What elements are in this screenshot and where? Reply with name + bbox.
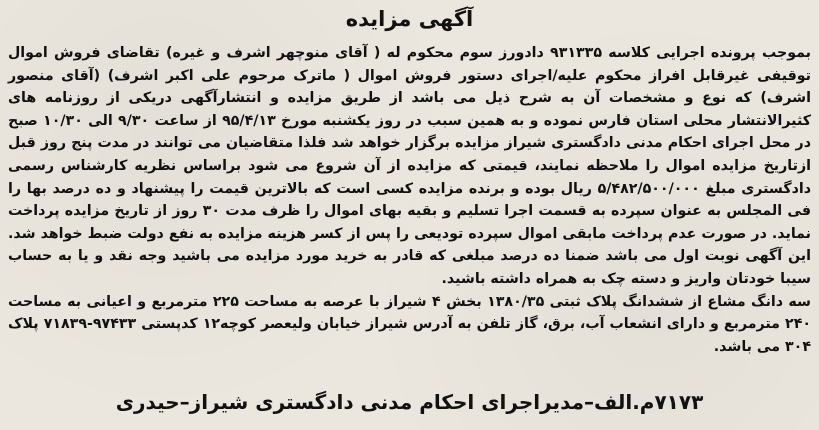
notice-paragraph-terms: بموجب پرونده اجرایی کلاسه ۹۳۱۳۳۵ دادورز سوم محکوم له ( آقای منوچهر اشرف و غیره) تقاضای فروش اموال توقیفی غیرقابل افراز محکوم علیه/اجرای دستور فروش اموال ( ماترک مرحوم علی اکبر اشرف) (آقای منصور اشرف) که نوع و مشخصات آن به شرح ذیل می باشد از طریق مزایده و انتشارآگهی دریکی از روزنامه های کثیرالانتشار محلی استان فارس نموده و به همین سبب در روز یکشنبه مورخ ۹۵/۴/۱۳ از ساعت ۹/۳۰ الی ۱۰/۳۰ صبح در محل اجرای احکام مدنی دادگستری شیراز مزایده برگزار خواهد شد فلذا متقاضیان می توانند در مدت پنج روز قبل ازتاریخ مزایده اموال را ملاحظه نمایند، قیمتی که مزایده از آن شروع می شود براساس نظریه کارشناس رسمی دادگستری مبلغ ۵/۴۸۲/۵۰۰/۰۰۰ ریال بوده و برنده مزایده کسی است که بالاترین قیمت را پیشنهاد و ده درصد بها را فی المجلس به عنوان سپرده به قسمت اجرا تسلیم و بقیه بهای اموال را ظرف مدت ۳۰ روز از تاریخ مزایده پرداخت نماید. در صورت عدم پرداخت مابقی اموال سپرده تودیعی را پس از کسر هزینه مزایده به نفع دولت ضبط خواهد شد. این آگهی نوبت اول می باشد ضمنا ده درصد مبلغی که قادر به خرید مورد مزایده می باشید وجه نقد و یا به حساب سیبا خودتان واریز و دسته چک به همراه داشته باشید. — [8, 45, 811, 287]
notice-body — [6, 42, 813, 358]
notice-signature: ۷۱۷۳م.الف–مدیراجرای احکام مدنی دادگستری شیراز–حیدری — [115, 390, 704, 414]
notice-paragraph-property: سه دانگ مشاع از ششدانگ پلاک ثبتی ۱۳۸۰/۳۵ بخش ۴ شیراز با عرصه به مساحت ۲۲۵ مترمربع و اعیانی به مساحت ۲۴۰ مترمربع و دارای انشعاب آب، برق، گاز تلفن به آدرس شیراز خیابان ولیعصر کوچه۱۲ کدپستی ۹۷۴۳۳-۷۱۸۳۹ پلاک ۳۰۴ می باشد. — [8, 293, 812, 355]
notice-title: آگهی مزایده — [345, 7, 474, 31]
